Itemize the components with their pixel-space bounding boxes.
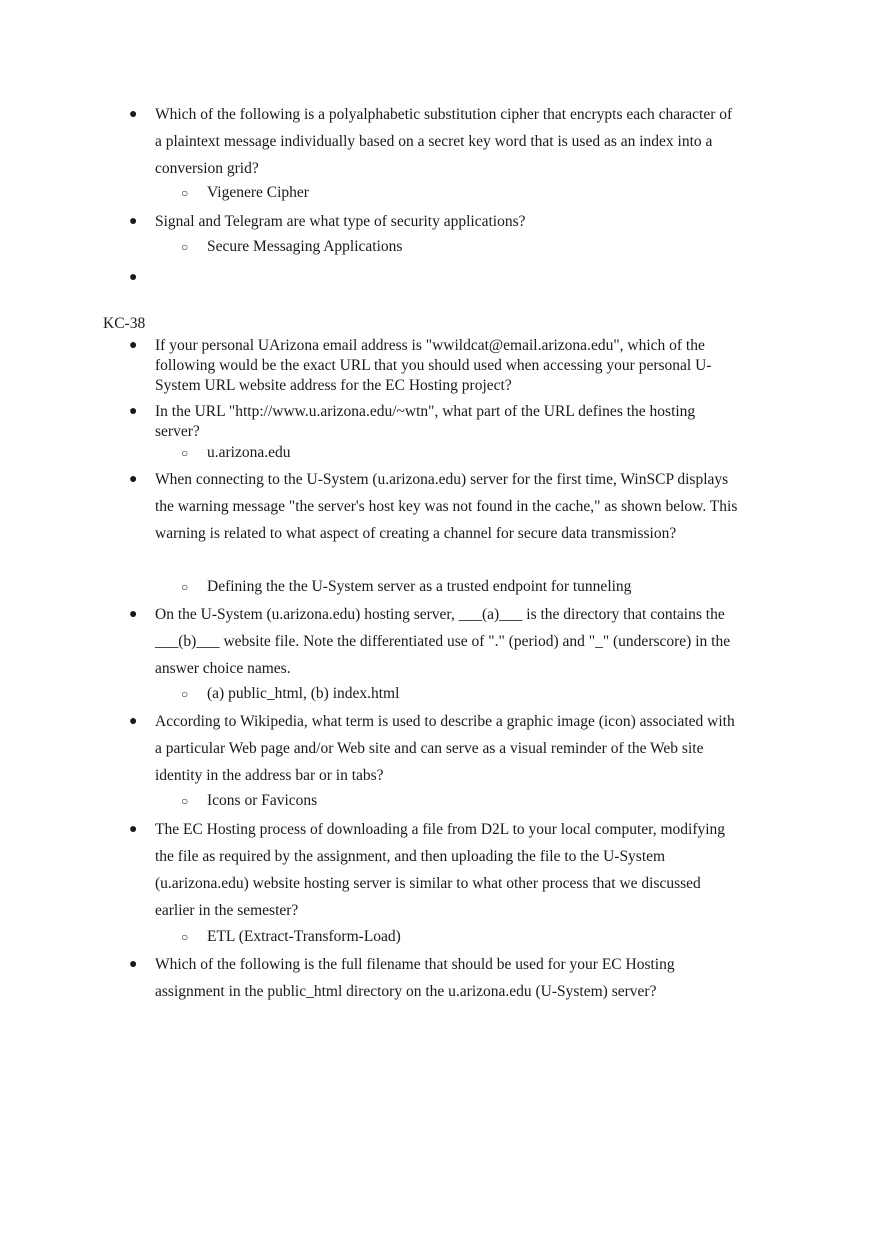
question-text: Which of the following is a polyalphabetic substitution cipher that encrypts each character of a plaintext message individually based on a secret key word that is used as an index into a conversion grid? [155,106,733,177]
circle-bullet-icon: ○ [181,930,189,944]
question-text: According to Wikipedia, what term is used to describe a graphic image (icon) associated with a particular Web page and/or Web site and can serve as a visual reminder of the Web site identity in the address bar or in tabs? [155,713,735,784]
answer-item [181,928,401,946]
question-item [129,466,740,547]
bullet-icon: ● [129,472,138,487]
answer-text: Defining the the U-System server as a trusted endpoint for tunneling [207,578,632,595]
question-item [129,951,740,1005]
answer-text: (a) public_html, (b) index.html [207,685,400,702]
circle-bullet-icon: ○ [181,580,189,594]
bullet-icon: ● [129,822,138,837]
answer-item [181,238,403,256]
circle-bullet-icon: ○ [181,240,189,254]
bullet-icon: ● [129,338,138,353]
question-text: Signal and Telegram are what type of security applications? [155,213,526,230]
answer-text: u.arizona.edu [207,444,291,461]
empty-bullet-icon: ● [129,270,138,285]
question-text: If your personal UArizona email address is "wwildcat@email.arizona.edu", which of the following would be the exact URL that you should used when accessing your personal U-System URL website address for the EC Hosting project? [155,337,712,394]
question-item [129,402,740,442]
circle-bullet-icon: ○ [181,687,189,701]
answer-item [181,578,632,596]
section-heading: KC-38 [103,315,146,332]
circle-bullet-icon: ○ [181,794,189,808]
question-text: In the URL "http://www.u.arizona.edu/~wtn", what part of the URL defines the hosting server? [155,403,696,440]
question-item [129,336,740,396]
bullet-icon: ● [129,404,138,419]
circle-bullet-icon: ○ [181,186,189,200]
bullet-icon: ● [129,214,138,229]
bullet-icon: ● [129,957,138,972]
answer-item [181,685,400,703]
question-item [129,708,740,789]
circle-bullet-icon: ○ [181,446,189,460]
question-item [129,816,740,924]
bullet-icon: ● [129,107,138,122]
bullet-icon: ● [129,607,138,622]
question-text: On the U-System (u.arizona.edu) hosting server, ___(a)___ is the directory that contains the ___(b)___ website file. Note the differentiated use of "." (period) and "_" (underscore) in the answer choice names. [155,606,731,677]
answer-text: Icons or Favicons [207,792,318,809]
question-item [129,208,740,235]
bullet-icon: ● [129,714,138,729]
question-text: Which of the following is the full filename that should be used for your EC Hosting assignment in the public_html directory on the u.arizona.edu (U-System) server? [155,956,675,1000]
answer-item [181,444,291,462]
answer-text: Secure Messaging Applications [207,238,403,255]
answer-text: Vigenere Cipher [207,184,309,201]
question-text: When connecting to the U-System (u.arizona.edu) server for the first time, WinSCP displays the warning message "the server's host key was not found in the cache," as shown below. This warning is related to what aspect of creating a channel for secure data transmission? [155,471,738,542]
question-item [129,601,740,682]
question-text: The EC Hosting process of downloading a file from D2L to your local computer, modifying the file as required by the assignment, and then uploading the file to the U-System (u.arizona.edu) website hosting server is similar to what other process that we discussed earlier in the semester? [155,821,726,919]
answer-item [181,184,309,202]
answer-item [181,792,318,810]
answer-text: ETL (Extract-Transform-Load) [207,928,401,945]
question-item [129,101,740,182]
